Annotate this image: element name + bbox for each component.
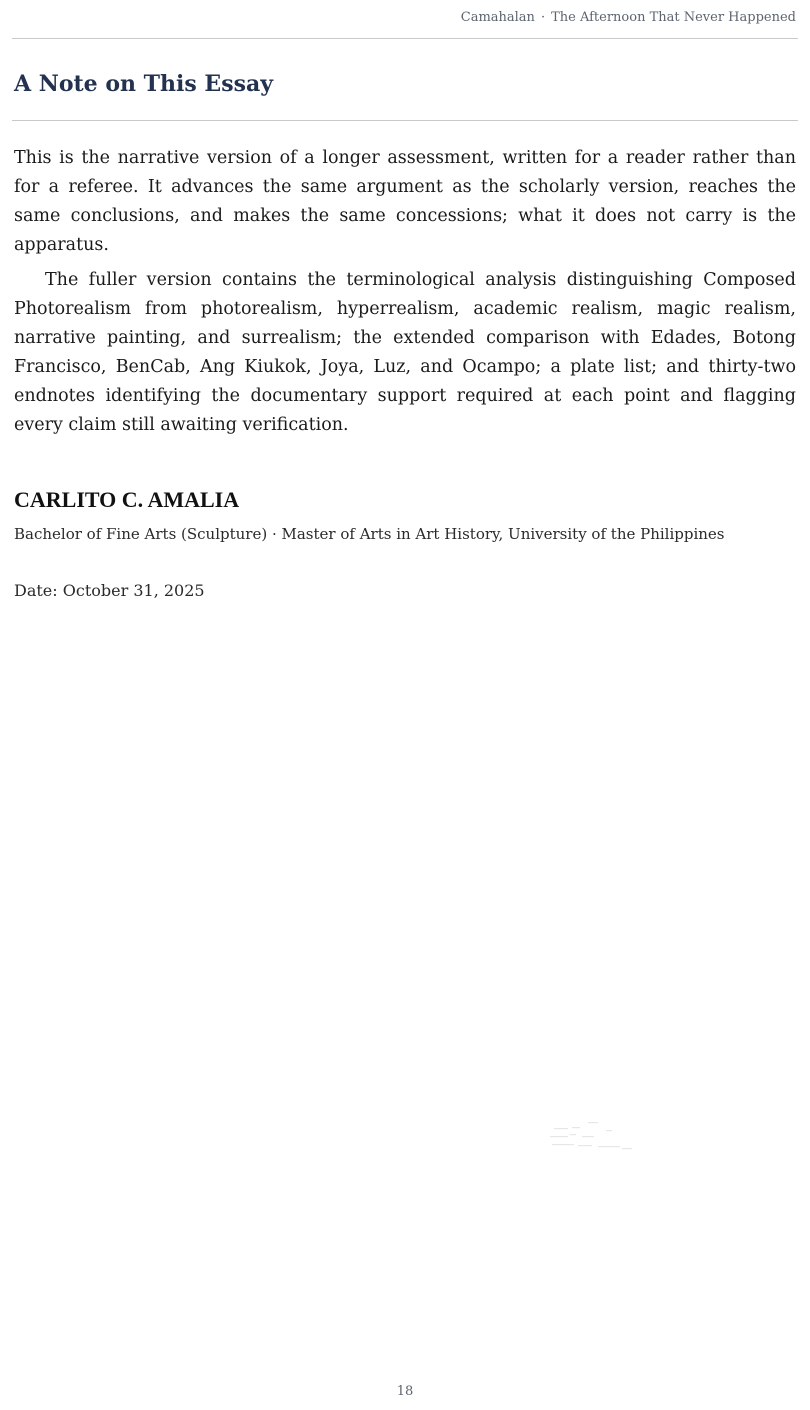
body-paragraph-2: The fuller version contains the terminological analysis distinguishing Composed Photorealism from photorealism, hyperrealism, academic realism, magic realism, narrative painting, and surrealism; the extended comparison with Edades, Botong Francisco, BenCab, Ang Kiukok, Joya, Luz, and Ocampo; a plate list; and thirty-two endnotes identifying the documentary support required at each point and flagging every claim still awaiting verification. xyxy=(14,270,796,435)
header-separator: · xyxy=(540,10,546,25)
section-heading: A Note on This Essay xyxy=(14,71,274,97)
author-credentials: Bachelor of Fine Arts (Sculpture) · Master of Arts in Art History, University of the Philippines xyxy=(14,525,725,543)
heading-divider xyxy=(12,120,798,121)
author-name: CARLITO C. AMALIA xyxy=(14,487,240,512)
page-number: 18 xyxy=(396,1384,414,1399)
header-publication: Camahalan xyxy=(460,10,535,25)
body-paragraph-1: This is the narrative version of a longer assessment, written for a reader rather than for a referee. It advances the same argument as the scholarly version, reaches the same conclusions, and makes the same concessions; what it does not carry is the apparatus. xyxy=(14,148,796,255)
header-divider xyxy=(12,38,798,39)
running-header xyxy=(461,10,796,25)
header-essay-title: The Afternoon That Never Happened xyxy=(551,10,796,25)
signature-date: Date: October 31, 2025 xyxy=(14,581,205,600)
scan-artifact xyxy=(548,1118,638,1158)
